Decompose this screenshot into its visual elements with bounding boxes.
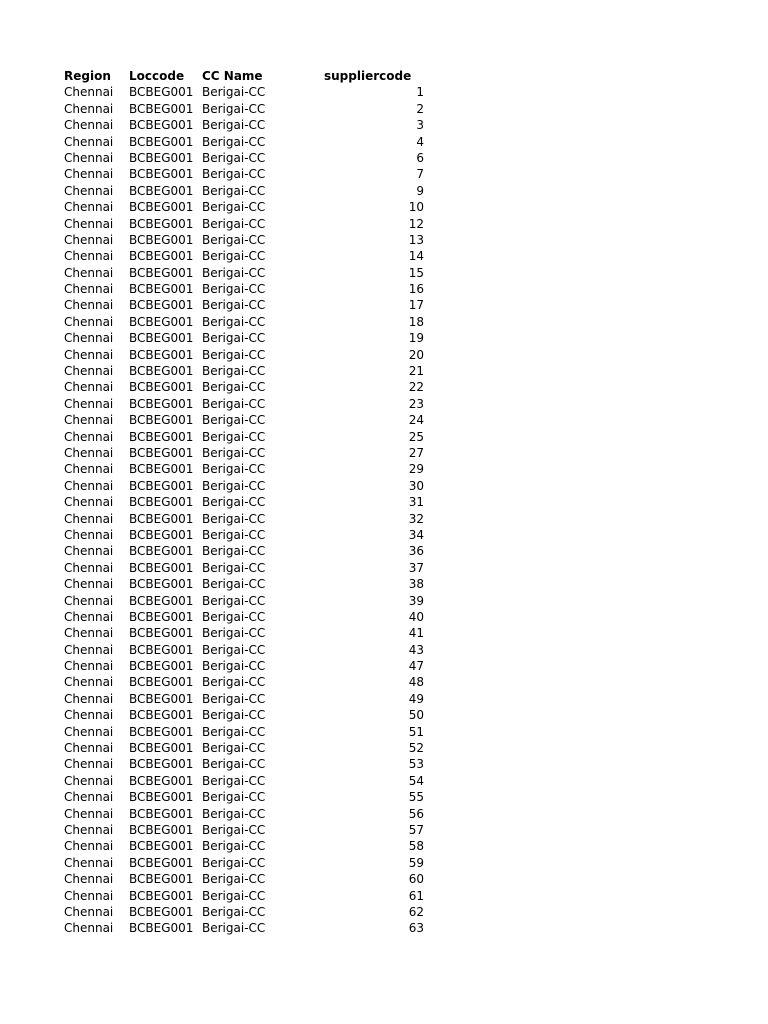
region-cell: Chennai xyxy=(64,183,114,198)
suppliercode-cell: 37 xyxy=(408,560,424,575)
suppliercode-cell: 24 xyxy=(408,413,424,428)
table-row xyxy=(0,84,768,100)
cc-name-cell: Berigai-CC xyxy=(202,396,266,411)
suppliercode-cell: 43 xyxy=(408,642,424,657)
region-cell: Chennai xyxy=(64,741,114,756)
loccode-cell: BCBEG001 xyxy=(129,790,194,805)
table-row xyxy=(0,560,768,576)
table-row xyxy=(0,871,768,887)
loccode-cell: BCBEG001 xyxy=(129,495,194,510)
cc-name-cell: Berigai-CC xyxy=(202,626,266,641)
region-cell: Chennai xyxy=(64,626,114,641)
region-cell: Chennai xyxy=(64,167,114,182)
table-row xyxy=(0,199,768,215)
region-cell: Chennai xyxy=(64,806,114,821)
loccode-cell: BCBEG001 xyxy=(129,101,194,116)
table-row xyxy=(0,183,768,199)
suppliercode-cell: 34 xyxy=(408,527,424,542)
suppliercode-cell: 50 xyxy=(408,708,424,723)
loccode-cell: BCBEG001 xyxy=(129,609,194,624)
region-cell: Chennai xyxy=(64,347,114,362)
suppliercode-cell: 20 xyxy=(408,347,424,362)
region-cell: Chennai xyxy=(64,691,114,706)
loccode-cell: BCBEG001 xyxy=(129,282,194,297)
table-row xyxy=(0,265,768,281)
suppliercode-cell: 59 xyxy=(408,855,424,870)
cc-name-cell: Berigai-CC xyxy=(202,413,266,428)
suppliercode-cell: 38 xyxy=(408,577,424,592)
suppliercode-cell: 25 xyxy=(408,429,424,444)
cc-name-cell: Berigai-CC xyxy=(202,593,266,608)
region-cell: Chennai xyxy=(64,445,114,460)
cc-name-cell: Berigai-CC xyxy=(202,577,266,592)
loccode-cell: BCBEG001 xyxy=(129,773,194,788)
cc-name-cell: Berigai-CC xyxy=(202,167,266,182)
table-row xyxy=(0,658,768,674)
table-row xyxy=(0,248,768,264)
suppliercode-cell: 56 xyxy=(408,806,424,821)
suppliercode-cell: 6 xyxy=(416,150,424,165)
loccode-cell: BCBEG001 xyxy=(129,806,194,821)
loccode-cell: BCBEG001 xyxy=(129,855,194,870)
suppliercode-cell: 41 xyxy=(408,626,424,641)
loccode-cell: BCBEG001 xyxy=(129,150,194,165)
table-row xyxy=(0,527,768,543)
suppliercode-cell: 2 xyxy=(416,101,424,116)
loccode-cell: BCBEG001 xyxy=(129,429,194,444)
suppliercode-cell: 9 xyxy=(416,183,424,198)
loccode-cell: BCBEG001 xyxy=(129,757,194,772)
table-row xyxy=(0,543,768,559)
table-row xyxy=(0,740,768,756)
table-row xyxy=(0,379,768,395)
suppliercode-cell: 39 xyxy=(408,593,424,608)
suppliercode-cell: 10 xyxy=(408,200,424,215)
region-cell: Chennai xyxy=(64,216,114,231)
loccode-cell: BCBEG001 xyxy=(129,691,194,706)
table-row xyxy=(0,674,768,690)
loccode-cell: BCBEG001 xyxy=(129,364,194,379)
region-cell: Chennai xyxy=(64,855,114,870)
table-row xyxy=(0,806,768,822)
suppliercode-cell: 40 xyxy=(408,609,424,624)
loccode-cell: BCBEG001 xyxy=(129,642,194,657)
loccode-cell: BCBEG001 xyxy=(129,183,194,198)
cc-name-cell: Berigai-CC xyxy=(202,429,266,444)
region-cell: Chennai xyxy=(64,511,114,526)
loccode-cell: BCBEG001 xyxy=(129,216,194,231)
suppliercode-cell: 1 xyxy=(416,85,424,100)
suppliercode-cell: 54 xyxy=(408,773,424,788)
cc-name-cell: Berigai-CC xyxy=(202,839,266,854)
suppliercode-cell: 7 xyxy=(416,167,424,182)
table-body xyxy=(0,84,768,936)
loccode-cell: BCBEG001 xyxy=(129,659,194,674)
table-row xyxy=(0,724,768,740)
region-cell: Chennai xyxy=(64,659,114,674)
loccode-cell: BCBEG001 xyxy=(129,511,194,526)
cc-name-cell: Berigai-CC xyxy=(202,232,266,247)
loccode-cell: BCBEG001 xyxy=(129,741,194,756)
cc-name-cell: Berigai-CC xyxy=(202,806,266,821)
loccode-cell: BCBEG001 xyxy=(129,839,194,854)
cc-name-cell: Berigai-CC xyxy=(202,445,266,460)
suppliercode-cell: 12 xyxy=(408,216,424,231)
suppliercode-cell: 48 xyxy=(408,675,424,690)
header-region: Region xyxy=(64,69,111,83)
cc-name-cell: Berigai-CC xyxy=(202,364,266,379)
region-cell: Chennai xyxy=(64,249,114,264)
region-cell: Chennai xyxy=(64,232,114,247)
cc-name-cell: Berigai-CC xyxy=(202,331,266,346)
loccode-cell: BCBEG001 xyxy=(129,904,194,919)
table-row xyxy=(0,920,768,936)
cc-name-cell: Berigai-CC xyxy=(202,118,266,133)
suppliercode-cell: 52 xyxy=(408,741,424,756)
cc-name-cell: Berigai-CC xyxy=(202,314,266,329)
loccode-cell: BCBEG001 xyxy=(129,560,194,575)
loccode-cell: BCBEG001 xyxy=(129,347,194,362)
suppliercode-cell: 17 xyxy=(408,298,424,313)
loccode-cell: BCBEG001 xyxy=(129,265,194,280)
loccode-cell: BCBEG001 xyxy=(129,298,194,313)
table-row xyxy=(0,347,768,363)
region-cell: Chennai xyxy=(64,904,114,919)
cc-name-cell: Berigai-CC xyxy=(202,675,266,690)
cc-name-cell: Berigai-CC xyxy=(202,134,266,149)
table-row xyxy=(0,412,768,428)
table-row xyxy=(0,756,768,772)
table-row xyxy=(0,625,768,641)
suppliercode-cell: 16 xyxy=(408,282,424,297)
loccode-cell: BCBEG001 xyxy=(129,593,194,608)
region-cell: Chennai xyxy=(64,462,114,477)
suppliercode-cell: 53 xyxy=(408,757,424,772)
suppliercode-cell: 13 xyxy=(408,232,424,247)
cc-name-cell: Berigai-CC xyxy=(202,773,266,788)
region-cell: Chennai xyxy=(64,773,114,788)
loccode-cell: BCBEG001 xyxy=(129,413,194,428)
region-cell: Chennai xyxy=(64,364,114,379)
table-row xyxy=(0,117,768,133)
loccode-cell: BCBEG001 xyxy=(129,577,194,592)
region-cell: Chennai xyxy=(64,560,114,575)
loccode-cell: BCBEG001 xyxy=(129,888,194,903)
suppliercode-cell: 30 xyxy=(408,478,424,493)
cc-name-cell: Berigai-CC xyxy=(202,888,266,903)
table-row xyxy=(0,576,768,592)
table-row xyxy=(0,297,768,313)
region-cell: Chennai xyxy=(64,101,114,116)
table-row xyxy=(0,101,768,117)
loccode-cell: BCBEG001 xyxy=(129,675,194,690)
cc-name-cell: Berigai-CC xyxy=(202,282,266,297)
region-cell: Chennai xyxy=(64,708,114,723)
loccode-cell: BCBEG001 xyxy=(129,544,194,559)
suppliercode-cell: 19 xyxy=(408,331,424,346)
cc-name-cell: Berigai-CC xyxy=(202,659,266,674)
loccode-cell: BCBEG001 xyxy=(129,527,194,542)
region-cell: Chennai xyxy=(64,593,114,608)
loccode-cell: BCBEG001 xyxy=(129,822,194,837)
region-cell: Chennai xyxy=(64,314,114,329)
suppliercode-cell: 51 xyxy=(408,724,424,739)
region-cell: Chennai xyxy=(64,642,114,657)
table-row xyxy=(0,593,768,609)
suppliercode-cell: 63 xyxy=(408,921,424,936)
cc-name-cell: Berigai-CC xyxy=(202,495,266,510)
cc-name-cell: Berigai-CC xyxy=(202,921,266,936)
cc-name-cell: Berigai-CC xyxy=(202,347,266,362)
table-row xyxy=(0,150,768,166)
table-row xyxy=(0,707,768,723)
cc-name-cell: Berigai-CC xyxy=(202,642,266,657)
suppliercode-cell: 61 xyxy=(408,888,424,903)
region-cell: Chennai xyxy=(64,265,114,280)
suppliercode-cell: 55 xyxy=(408,790,424,805)
cc-name-cell: Berigai-CC xyxy=(202,708,266,723)
suppliercode-cell: 60 xyxy=(408,872,424,887)
loccode-cell: BCBEG001 xyxy=(129,118,194,133)
table-row xyxy=(0,216,768,232)
region-cell: Chennai xyxy=(64,790,114,805)
suppliercode-cell: 15 xyxy=(408,265,424,280)
cc-name-cell: Berigai-CC xyxy=(202,724,266,739)
header-loccode: Loccode xyxy=(129,69,185,83)
header-suppliercode: suppliercode xyxy=(324,69,412,83)
loccode-cell: BCBEG001 xyxy=(129,724,194,739)
loccode-cell: BCBEG001 xyxy=(129,626,194,641)
table-header-row xyxy=(0,68,768,84)
table-row xyxy=(0,134,768,150)
table-row xyxy=(0,789,768,805)
cc-name-cell: Berigai-CC xyxy=(202,822,266,837)
table-row xyxy=(0,609,768,625)
region-cell: Chennai xyxy=(64,396,114,411)
cc-name-cell: Berigai-CC xyxy=(202,249,266,264)
cc-name-cell: Berigai-CC xyxy=(202,85,266,100)
table-row xyxy=(0,363,768,379)
suppliercode-cell: 62 xyxy=(408,904,424,919)
table-row xyxy=(0,330,768,346)
table-row xyxy=(0,396,768,412)
cc-name-cell: Berigai-CC xyxy=(202,380,266,395)
supplier-table xyxy=(0,68,768,937)
cc-name-cell: Berigai-CC xyxy=(202,478,266,493)
cc-name-cell: Berigai-CC xyxy=(202,560,266,575)
table-row xyxy=(0,429,768,445)
table-row xyxy=(0,445,768,461)
region-cell: Chennai xyxy=(64,495,114,510)
cc-name-cell: Berigai-CC xyxy=(202,855,266,870)
region-cell: Chennai xyxy=(64,757,114,772)
region-cell: Chennai xyxy=(64,921,114,936)
table-row xyxy=(0,478,768,494)
suppliercode-cell: 57 xyxy=(408,822,424,837)
cc-name-cell: Berigai-CC xyxy=(202,872,266,887)
region-cell: Chennai xyxy=(64,675,114,690)
region-cell: Chennai xyxy=(64,544,114,559)
suppliercode-cell: 14 xyxy=(408,249,424,264)
cc-name-cell: Berigai-CC xyxy=(202,462,266,477)
loccode-cell: BCBEG001 xyxy=(129,445,194,460)
loccode-cell: BCBEG001 xyxy=(129,200,194,215)
cc-name-cell: Berigai-CC xyxy=(202,757,266,772)
cc-name-cell: Berigai-CC xyxy=(202,183,266,198)
table-row xyxy=(0,773,768,789)
region-cell: Chennai xyxy=(64,298,114,313)
cc-name-cell: Berigai-CC xyxy=(202,691,266,706)
region-cell: Chennai xyxy=(64,527,114,542)
table-row xyxy=(0,904,768,920)
cc-name-cell: Berigai-CC xyxy=(202,544,266,559)
region-cell: Chennai xyxy=(64,724,114,739)
table-row xyxy=(0,888,768,904)
suppliercode-cell: 3 xyxy=(416,118,424,133)
loccode-cell: BCBEG001 xyxy=(129,314,194,329)
region-cell: Chennai xyxy=(64,429,114,444)
region-cell: Chennai xyxy=(64,282,114,297)
suppliercode-cell: 47 xyxy=(408,659,424,674)
suppliercode-cell: 36 xyxy=(408,544,424,559)
header-cc-name: CC Name xyxy=(202,69,263,83)
loccode-cell: BCBEG001 xyxy=(129,708,194,723)
table-row xyxy=(0,314,768,330)
table-row xyxy=(0,281,768,297)
region-cell: Chennai xyxy=(64,872,114,887)
region-cell: Chennai xyxy=(64,888,114,903)
table-row xyxy=(0,461,768,477)
region-cell: Chennai xyxy=(64,150,114,165)
region-cell: Chennai xyxy=(64,609,114,624)
suppliercode-cell: 23 xyxy=(408,396,424,411)
region-cell: Chennai xyxy=(64,478,114,493)
region-cell: Chennai xyxy=(64,85,114,100)
cc-name-cell: Berigai-CC xyxy=(202,265,266,280)
cc-name-cell: Berigai-CC xyxy=(202,904,266,919)
loccode-cell: BCBEG001 xyxy=(129,85,194,100)
suppliercode-cell: 22 xyxy=(408,380,424,395)
loccode-cell: BCBEG001 xyxy=(129,396,194,411)
region-cell: Chennai xyxy=(64,839,114,854)
region-cell: Chennai xyxy=(64,822,114,837)
cc-name-cell: Berigai-CC xyxy=(202,741,266,756)
region-cell: Chennai xyxy=(64,118,114,133)
suppliercode-cell: 58 xyxy=(408,839,424,854)
suppliercode-cell: 18 xyxy=(408,314,424,329)
suppliercode-cell: 49 xyxy=(408,691,424,706)
table-row xyxy=(0,691,768,707)
suppliercode-cell: 32 xyxy=(408,511,424,526)
loccode-cell: BCBEG001 xyxy=(129,872,194,887)
region-cell: Chennai xyxy=(64,380,114,395)
loccode-cell: BCBEG001 xyxy=(129,232,194,247)
region-cell: Chennai xyxy=(64,413,114,428)
loccode-cell: BCBEG001 xyxy=(129,134,194,149)
cc-name-cell: Berigai-CC xyxy=(202,511,266,526)
table-row xyxy=(0,166,768,182)
cc-name-cell: Berigai-CC xyxy=(202,101,266,116)
region-cell: Chennai xyxy=(64,331,114,346)
table-row xyxy=(0,232,768,248)
suppliercode-cell: 29 xyxy=(408,462,424,477)
region-cell: Chennai xyxy=(64,134,114,149)
loccode-cell: BCBEG001 xyxy=(129,331,194,346)
cc-name-cell: Berigai-CC xyxy=(202,150,266,165)
loccode-cell: BCBEG001 xyxy=(129,478,194,493)
table-row xyxy=(0,642,768,658)
suppliercode-cell: 21 xyxy=(408,364,424,379)
table-row xyxy=(0,855,768,871)
cc-name-cell: Berigai-CC xyxy=(202,298,266,313)
table-row xyxy=(0,494,768,510)
suppliercode-cell: 31 xyxy=(408,495,424,510)
cc-name-cell: Berigai-CC xyxy=(202,790,266,805)
cc-name-cell: Berigai-CC xyxy=(202,216,266,231)
loccode-cell: BCBEG001 xyxy=(129,921,194,936)
cc-name-cell: Berigai-CC xyxy=(202,527,266,542)
loccode-cell: BCBEG001 xyxy=(129,249,194,264)
suppliercode-cell: 4 xyxy=(416,134,424,149)
table-row xyxy=(0,511,768,527)
loccode-cell: BCBEG001 xyxy=(129,380,194,395)
region-cell: Chennai xyxy=(64,577,114,592)
cc-name-cell: Berigai-CC xyxy=(202,609,266,624)
region-cell: Chennai xyxy=(64,200,114,215)
cc-name-cell: Berigai-CC xyxy=(202,200,266,215)
suppliercode-cell: 27 xyxy=(408,445,424,460)
table-row xyxy=(0,838,768,854)
loccode-cell: BCBEG001 xyxy=(129,462,194,477)
loccode-cell: BCBEG001 xyxy=(129,167,194,182)
table-row xyxy=(0,822,768,838)
